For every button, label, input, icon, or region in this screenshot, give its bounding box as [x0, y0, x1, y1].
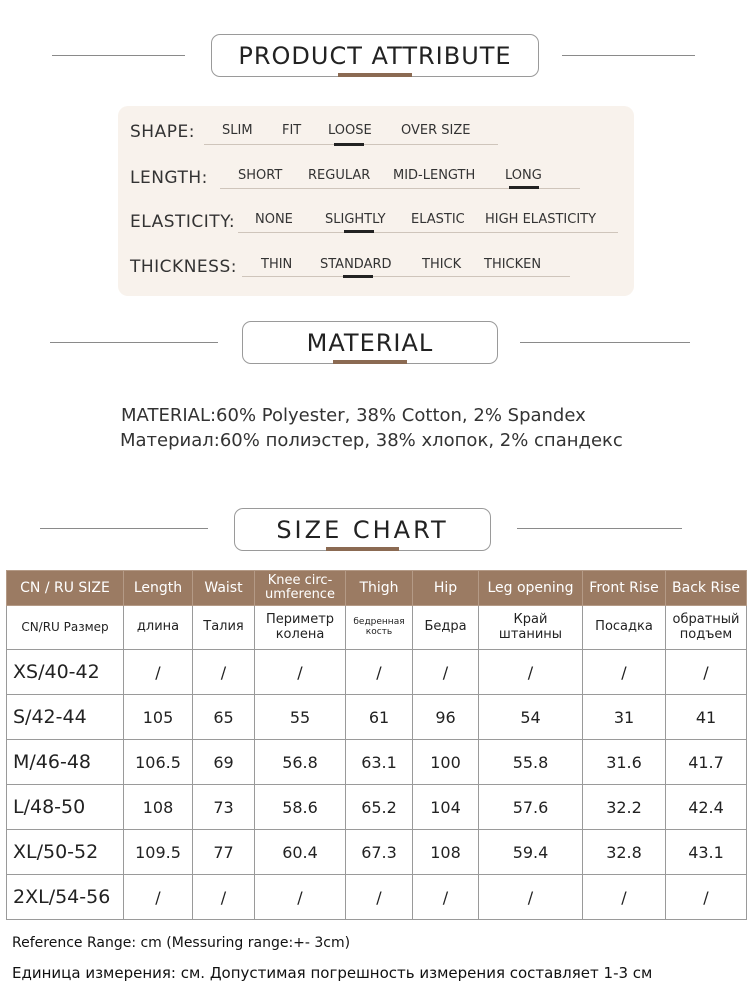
elasticity-selected-mark	[344, 230, 374, 233]
value-cell: /	[413, 875, 479, 920]
attr-label-shape: SHAPE:	[130, 122, 195, 142]
size-chart-title: SIZE CHART	[276, 515, 449, 544]
thickness-selected-mark	[343, 275, 373, 278]
value-cell: /	[583, 875, 666, 920]
thickness-option-thin: THIN	[261, 257, 293, 272]
value-cell: 54	[479, 695, 583, 740]
value-cell: /	[346, 875, 413, 920]
table-header-row	[7, 571, 747, 606]
value-cell: 58.6	[255, 785, 346, 830]
value-cell: 41.7	[666, 740, 747, 785]
value-cell: 105	[124, 695, 193, 740]
elasticity-option-high-elasticity: HIGH ELASTICITY	[485, 212, 597, 227]
thickness-option-standard: STANDARD	[320, 257, 392, 272]
value-cell: /	[255, 875, 346, 920]
value-cell: 61	[346, 695, 413, 740]
value-cell: 43.1	[666, 830, 747, 875]
value-cell: 106.5	[124, 740, 193, 785]
header-ru-cell: Посадка	[583, 606, 666, 650]
value-cell: 32.8	[583, 830, 666, 875]
header-ru-cell: длина	[124, 606, 193, 650]
attr-label-thickness: THICKNESS:	[130, 257, 237, 277]
attr-label-elasticity: ELASTICITY:	[130, 212, 236, 232]
value-cell: 100	[413, 740, 479, 785]
table-header-ru-row	[7, 606, 747, 650]
header-cell: Knee circ-umference	[255, 571, 346, 606]
table-row	[7, 695, 747, 740]
header-ru-cell: Край штанины	[479, 606, 583, 650]
size-chart-heading	[234, 508, 491, 551]
value-cell: 55.8	[479, 740, 583, 785]
size-cell: L/48-50	[7, 785, 124, 830]
table-row	[7, 785, 747, 830]
header-cell: Leg opening	[479, 571, 583, 606]
heading-underline	[326, 547, 399, 551]
header-ru-cell: Бедра	[413, 606, 479, 650]
value-cell: 96	[413, 695, 479, 740]
shape-selected-mark	[334, 143, 364, 146]
header-ru-cell: Талия	[193, 606, 255, 650]
value-cell: 108	[413, 830, 479, 875]
value-cell: 55	[255, 695, 346, 740]
product-attribute-heading	[211, 34, 539, 77]
value-cell: 32.2	[583, 785, 666, 830]
size-chart-table	[6, 570, 747, 920]
size-cell: S/42-44	[7, 695, 124, 740]
divider-left	[52, 55, 185, 56]
value-cell: 56.8	[255, 740, 346, 785]
header-cell: Thigh	[346, 571, 413, 606]
value-cell: /	[124, 650, 193, 695]
table-row	[7, 830, 747, 875]
value-cell: /	[666, 875, 747, 920]
value-cell: 60.4	[255, 830, 346, 875]
header-ru-cell: бедренная кость	[346, 606, 413, 650]
header-cell: Length	[124, 571, 193, 606]
heading-underline	[338, 73, 412, 77]
measurement-note-ru: Единица измерения: см. Допустимая погрешность измерения составляет 1-3 см	[12, 964, 653, 982]
header-cell: Waist	[193, 571, 255, 606]
value-cell: 59.4	[479, 830, 583, 875]
shape-option-slim: SLIM	[222, 123, 253, 138]
value-cell: /	[193, 650, 255, 695]
value-cell: /	[479, 650, 583, 695]
header-cell: Back Rise	[666, 571, 747, 606]
value-cell: 31.6	[583, 740, 666, 785]
material-title: MATERIAL	[306, 328, 434, 357]
header-ru-cell: обратный подъем	[666, 606, 747, 650]
size-cell: 2XL/54-56	[7, 875, 124, 920]
size-cell: XS/40-42	[7, 650, 124, 695]
value-cell: /	[124, 875, 193, 920]
size-cell: M/46-48	[7, 740, 124, 785]
material-line-ru: Материал:60% полиэстер, 38% хлопок, 2% спандекс	[120, 430, 623, 451]
size-cell: XL/50-52	[7, 830, 124, 875]
value-cell: 109.5	[124, 830, 193, 875]
material-heading	[242, 321, 498, 364]
length-option-regular: REGULAR	[308, 168, 371, 183]
value-cell: 31	[583, 695, 666, 740]
value-cell: 65	[193, 695, 255, 740]
header-ru-cell: CN/RU Размер	[7, 606, 124, 650]
material-line-en: MATERIAL:60% Polyester, 38% Cotton, 2% Spandex	[121, 405, 586, 426]
divider-right	[517, 528, 682, 529]
value-cell: /	[413, 650, 479, 695]
header-cell: CN / RU SIZE	[7, 571, 124, 606]
product-attribute-title: PRODUCT ATTRIBUTE	[238, 41, 512, 70]
elasticity-option-elastic: ELASTIC	[411, 212, 465, 227]
value-cell: /	[666, 650, 747, 695]
header-cell: Hip	[413, 571, 479, 606]
divider-right	[520, 342, 690, 343]
value-cell: 57.6	[479, 785, 583, 830]
attr-rule-thickness	[242, 276, 570, 277]
header-cell: Front Rise	[583, 571, 666, 606]
table-row	[7, 875, 747, 920]
value-cell: 67.3	[346, 830, 413, 875]
value-cell: 65.2	[346, 785, 413, 830]
length-option-short: SHORT	[238, 168, 283, 183]
reference-range-note: Reference Range: cm (Messuring range:+- 3cm)	[12, 935, 351, 951]
table-row	[7, 650, 747, 695]
value-cell: /	[346, 650, 413, 695]
divider-right	[562, 55, 695, 56]
length-option-long: LONG	[505, 168, 542, 183]
value-cell: 41	[666, 695, 747, 740]
heading-underline	[333, 360, 407, 364]
value-cell: 104	[413, 785, 479, 830]
value-cell: 63.1	[346, 740, 413, 785]
length-selected-mark	[509, 186, 539, 189]
value-cell: /	[583, 650, 666, 695]
value-cell: 108	[124, 785, 193, 830]
divider-left	[40, 528, 208, 529]
value-cell: /	[255, 650, 346, 695]
divider-left	[50, 342, 218, 343]
table-row	[7, 740, 747, 785]
value-cell: 73	[193, 785, 255, 830]
attr-label-length: LENGTH:	[130, 168, 208, 188]
attr-rule-elasticity	[238, 232, 618, 233]
value-cell: /	[479, 875, 583, 920]
attribute-panel	[118, 106, 634, 296]
value-cell: 69	[193, 740, 255, 785]
shape-option-loose: LOOSE	[328, 123, 372, 138]
value-cell: /	[193, 875, 255, 920]
thickness-option-thick: THICK	[422, 257, 462, 272]
header-ru-cell: Периметр колена	[255, 606, 346, 650]
value-cell: 42.4	[666, 785, 747, 830]
shape-option-fit: FIT	[282, 123, 302, 138]
value-cell: 77	[193, 830, 255, 875]
shape-option-over-size: OVER SIZE	[401, 123, 471, 138]
elasticity-option-slightly: SLIGHTLY	[325, 212, 386, 227]
length-option-mid-length: MID-LENGTH	[393, 168, 476, 183]
thickness-option-thicken: THICKEN	[484, 257, 542, 272]
elasticity-option-none: NONE	[255, 212, 293, 227]
